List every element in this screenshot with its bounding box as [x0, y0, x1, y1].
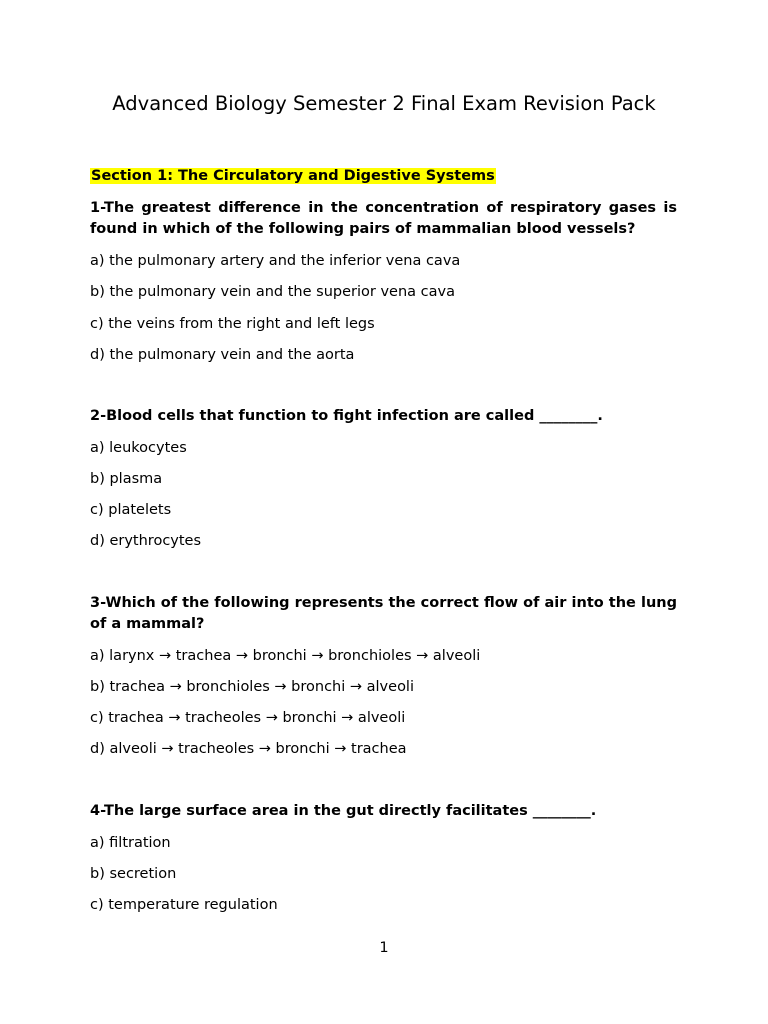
page-number: 1 — [379, 940, 389, 956]
question-2-option-b: b) plasma — [90, 471, 163, 487]
question-2-option-d: d) erythrocytes — [90, 533, 202, 549]
question-1: 1-The greatest difference in the concentration of respiratory gases is found in which of the following pairs of mammalian blood vessels? — [90, 200, 677, 237]
document-title: Advanced Biology Semester 2 Final Exam Revision Pack — [112, 92, 656, 115]
question-1-option-a: a) the pulmonary artery and the inferior vena cava — [90, 253, 461, 269]
question-1-option-d: d) the pulmonary vein and the aorta — [90, 347, 355, 363]
section-heading: Section 1: The Circulatory and Digestive Systems — [91, 168, 495, 184]
question-3: 3-Which of the following represents the correct flow of air into the lung of a mammal? — [90, 595, 677, 632]
question-3-option-a: a) larynx → trachea → bronchi → bronchioles → alveoli — [90, 648, 481, 664]
question-1-option-c: c) the veins from the right and left legs — [90, 316, 375, 332]
question-2-option-a: a) leukocytes — [90, 440, 187, 456]
question-4-option-a: a) filtration — [90, 835, 171, 851]
question-4-option-c: c) temperature regulation — [90, 897, 278, 913]
question-3-option-c: c) trachea → tracheoles → bronchi → alveoli — [90, 710, 406, 726]
question-4: 4-The large surface area in the gut directly facilitates ________. — [90, 803, 597, 819]
question-3-option-b: b) trachea → bronchioles → bronchi → alveoli — [90, 679, 414, 695]
question-2: 2-Blood cells that function to fight infection are called ________. — [90, 408, 603, 424]
question-4-option-b: b) secretion — [90, 866, 177, 882]
question-3-option-d: d) alveoli → tracheoles → bronchi → trachea — [90, 741, 407, 757]
question-1-option-b: b) the pulmonary vein and the superior vena cava — [90, 284, 455, 300]
question-2-option-c: c) platelets — [90, 502, 172, 518]
